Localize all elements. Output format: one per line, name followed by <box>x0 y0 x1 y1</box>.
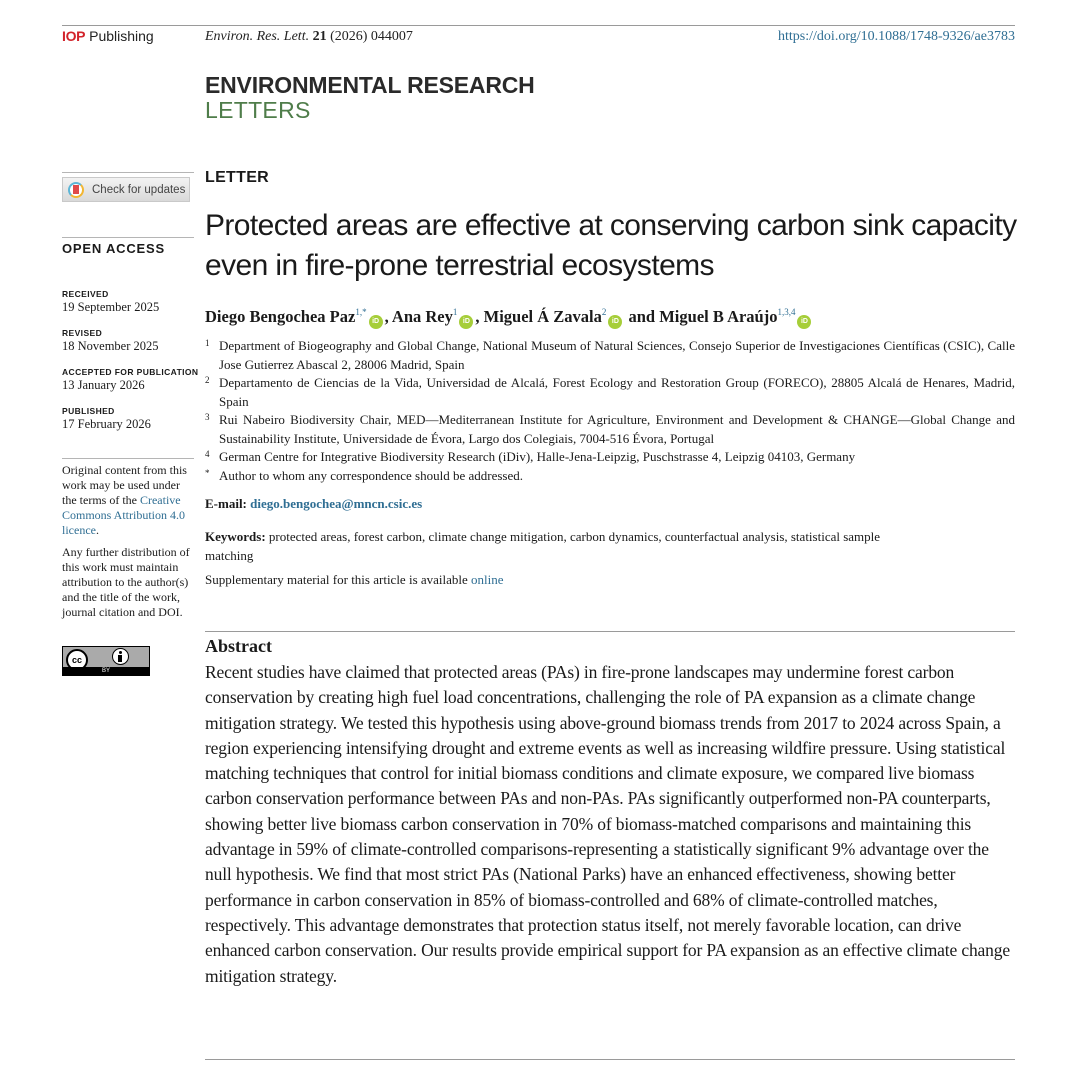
author-affiliation-marks: 2 <box>601 307 607 317</box>
author-affiliation-marks: 1,3,4 <box>777 307 796 317</box>
affiliation-text: Department of Biogeography and Global Change, National Museum of Natural Sciences, Consejo Superior de Investigaciones Científicas (CSIC), Calle Jose Gutierrez Abascal 2, 28006 Madrid, Spain <box>219 338 1015 372</box>
abstract-text: Recent studies have claimed that protected areas (PAs) in fire-prone landscapes may undermine forest carbon conservation by creating high fuel load concentrations, challenging the role of PA expansion as a climate change mitigation strategy. We tested this hypothesis using above-ground biomass trends from 2017 to 2024 across Spain, a region experiencing intensifying drought and extreme events as well as increasing wildfire pressure. Using statistical matching techniques that control for initial biomass conditions and climate exposure, we compared live biomass carbon conservation performance between PAs and non-PAs. PAs significantly outperformed non-PA counterparts, showing better live biomass carbon conservation in 70% of biomass-matched comparisons and maintaining this advantage in 59% of climate-controlled comparisons-representing a statistically significant 9% advantage over the null hypothesis. We find that most strict PAs (National Parks) have an enhanced effectiveness, showing better performance in carbon conservation in 85% of biomass-controlled and 68% of climate-controlled matches, respectively. This advantage demonstrates that protection status itself, not merely favorable location, can drive enhanced carbon conservation. Our results provide empirical support for PA expansion as an effective climate change mitigation strategy. <box>205 662 1010 986</box>
supplementary-text: Supplementary material for this article is available <box>205 572 472 587</box>
keywords <box>205 527 905 565</box>
author[interactable] <box>659 307 795 326</box>
affiliation-mark: 4 <box>205 449 210 459</box>
licence-paragraph <box>62 463 196 538</box>
supplementary-online-link[interactable]: online <box>471 572 504 587</box>
author-list <box>205 307 813 329</box>
article-type: LETTER <box>205 169 270 186</box>
date-value-accepted: 13 January 2026 <box>62 378 145 392</box>
header-rule <box>62 25 1015 26</box>
publisher-name: Publishing <box>89 28 154 44</box>
email-label: E-mail: <box>205 496 247 511</box>
orcid-icon[interactable]: iD <box>369 315 383 329</box>
date-value-revised: 18 November 2025 <box>62 339 159 353</box>
iop-publishing-logo[interactable] <box>62 28 154 44</box>
attribution-person-icon <box>112 648 129 665</box>
abstract-top-rule <box>205 631 1015 632</box>
affiliation-mark: 1 <box>205 338 210 348</box>
affiliation-item <box>205 411 1015 448</box>
sidebar-rule <box>62 237 194 238</box>
author-name: Miguel Á Zavala <box>483 307 602 326</box>
article-title: Protected areas are effective at conserving carbon sink capacity even in fire-prone terrestrial ecosystems <box>205 209 1017 282</box>
date-label-revised: REVISED <box>62 328 103 338</box>
author[interactable] <box>484 307 607 326</box>
affiliation-text: Author to whom any correspondence should be addressed. <box>219 467 523 483</box>
date-label-published: PUBLISHED <box>62 406 115 416</box>
journal-name-line1: ENVIRONMENTAL RESEARCH <box>205 72 535 98</box>
cc-by-badge[interactable] <box>62 646 150 676</box>
keywords-list: protected areas, forest carbon, climate change mitigation, carbon dynamics, counterfactual analysis, statistical sample matching <box>205 529 881 563</box>
author-separator: and <box>624 307 660 326</box>
author-affiliation-marks: 1,* <box>355 307 367 317</box>
affiliation-text: Rui Nabeiro Biodiversity Chair, MED—Mediterranean Institute for Agriculture, Environment and Development & CHANGE—Global Change and Sustainability Institute, Universidade de Évora, Largo dos Colegiais, 7004-516 Évora, Portugal <box>219 412 1015 446</box>
affiliation-text: Departamento de Ciencias de la Vida, Universidad de Alcalá, Forest Ecology and Restoration Group (FORECO), 28805 Alcalá de Henares, Madrid, Spain <box>219 375 1015 409</box>
citation-volume: 21 <box>312 29 327 44</box>
author-name: Miguel B Araújo <box>659 307 778 326</box>
orcid-icon[interactable]: iD <box>797 315 811 329</box>
doi-link[interactable]: https://doi.org/10.1088/1748-9326/ae3783 <box>778 29 1015 44</box>
correspondence-email <box>205 496 422 512</box>
author-name: Ana Rey <box>391 307 453 326</box>
journal-citation <box>205 29 413 45</box>
citation-year-article: (2026) 044007 <box>330 29 413 44</box>
citation-journal: Environ. Res. Lett. <box>205 29 310 44</box>
orcid-icon[interactable]: iD <box>459 315 473 329</box>
abstract-heading: Abstract <box>205 636 272 656</box>
author-name: Diego Bengochea Paz <box>205 307 356 326</box>
licence-text: Original content from this work may be used under the terms of the <box>62 463 187 507</box>
date-value-published: 17 February 2026 <box>62 417 151 431</box>
sidebar-rule <box>62 172 194 173</box>
affiliation-item <box>205 337 1015 374</box>
licence-notice <box>62 463 196 627</box>
iop-mark: IOP <box>62 28 86 44</box>
check-for-updates-label: Check for updates <box>92 183 186 196</box>
crossmark-icon <box>68 182 84 198</box>
licence-text-end: . <box>95 523 99 537</box>
author[interactable] <box>392 307 457 326</box>
affiliation-mark: 2 <box>205 375 210 385</box>
affiliation-mark: * <box>205 467 210 478</box>
affiliation-item <box>205 374 1015 411</box>
correspondence-note <box>205 467 1015 486</box>
date-label-received: RECEIVED <box>62 289 109 299</box>
affiliation-item <box>205 448 1015 467</box>
affiliation-text: German Centre for Integrative Biodiversity Research (iDiv), Halle-Jena-Leipzig, Puschstrasse 4, Leipzig 04103, Germany <box>219 449 856 464</box>
author-separator: , <box>384 307 392 326</box>
open-access-label: OPEN ACCESS <box>62 241 165 256</box>
affiliation-mark: 3 <box>205 412 210 422</box>
affiliation-list <box>205 337 1015 485</box>
cc-icon: cc <box>66 649 88 671</box>
check-for-updates-button[interactable] <box>62 177 190 202</box>
author-affiliation-marks: 1 <box>452 307 458 317</box>
author[interactable] <box>205 307 367 326</box>
journal-name-line2: LETTERS <box>205 97 311 123</box>
keywords-label: Keywords: <box>205 529 266 544</box>
cc-by-label: BY <box>63 667 149 675</box>
cc-licence-link[interactable]: Creative Commons Attribution 4.0 licence <box>62 493 186 537</box>
orcid-icon[interactable]: iD <box>608 315 622 329</box>
email-link[interactable]: diego.bengochea@mncn.csic.es <box>250 496 423 511</box>
sidebar-rule <box>62 458 194 459</box>
abstract-bottom-rule <box>205 1059 1015 1060</box>
author-separator: , <box>475 307 484 326</box>
date-label-accepted: ACCEPTED FOR PUBLICATION <box>62 367 199 377</box>
supplementary-material <box>205 572 504 588</box>
distribution-paragraph: Any further distribution of this work must maintain attribution to the author(s) and the title of the work, journal citation and DOI. <box>62 545 190 619</box>
date-value-received: 19 September 2025 <box>62 300 160 314</box>
